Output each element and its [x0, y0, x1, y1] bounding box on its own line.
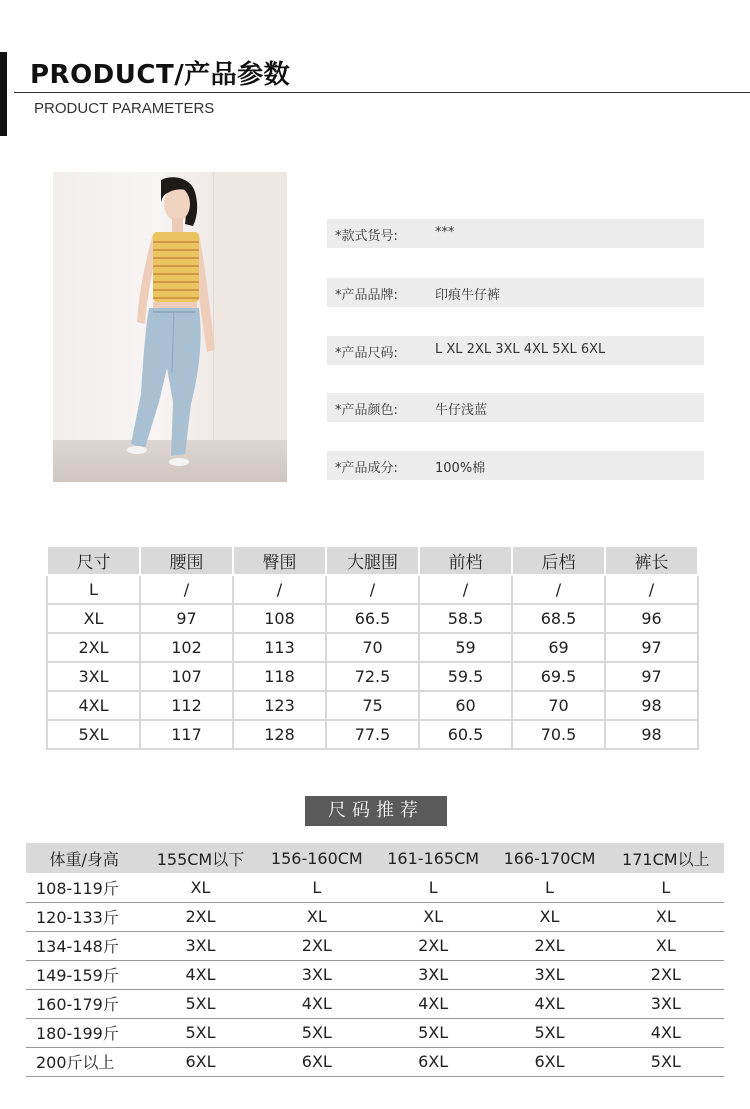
table-header-row — [26, 843, 724, 873]
table-cell: / — [605, 575, 698, 604]
table-cell: 4XL — [142, 960, 258, 989]
table-cell: 2XL — [608, 960, 724, 989]
table-cell: 113 — [233, 633, 326, 662]
recommendation-table — [26, 843, 724, 1077]
header-cell: 裤长 — [605, 546, 698, 575]
table-cell: L — [47, 575, 140, 604]
table-row — [47, 633, 698, 662]
table-row — [26, 1018, 724, 1047]
table-cell: 58.5 — [419, 604, 512, 633]
table-cell: 123 — [233, 691, 326, 720]
accent-bar — [0, 52, 7, 136]
table-cell: 60 — [419, 691, 512, 720]
param-label: *产品颜色: — [335, 403, 398, 418]
table-cell: XL — [608, 902, 724, 931]
param-row-sizes — [327, 336, 704, 365]
recommendation-title: 尺码推荐 — [305, 796, 447, 826]
table-cell: 5XL — [608, 1047, 724, 1076]
table-cell: / — [140, 575, 233, 604]
header-cell: 166-170CM — [491, 843, 607, 873]
table-cell: 97 — [605, 633, 698, 662]
table-cell: 70 — [326, 633, 419, 662]
table-cell: L — [608, 873, 724, 902]
table-cell: 2XL — [142, 902, 258, 931]
table-cell: L — [259, 873, 375, 902]
header-cell: 161-165CM — [375, 843, 491, 873]
table-cell: 96 — [605, 604, 698, 633]
table-cell: 4XL — [375, 989, 491, 1018]
table-cell: 5XL — [259, 1018, 375, 1047]
table-cell: 3XL — [259, 960, 375, 989]
table-cell: 200斤以上 — [26, 1047, 142, 1076]
table-header-row — [47, 546, 698, 575]
param-row-style-number — [327, 219, 704, 248]
table-cell: 5XL — [142, 1018, 258, 1047]
table-cell: / — [233, 575, 326, 604]
header-cell: 后档 — [512, 546, 605, 575]
header-cell: 臀围 — [233, 546, 326, 575]
table-cell: 97 — [140, 604, 233, 633]
table-cell: 59.5 — [419, 662, 512, 691]
table-cell: 3XL — [375, 960, 491, 989]
table-cell: / — [512, 575, 605, 604]
table-cell: XL — [259, 902, 375, 931]
header-cell: 尺寸 — [47, 546, 140, 575]
param-row-brand — [327, 278, 704, 307]
table-cell: 5XL — [47, 720, 140, 749]
table-cell: XL — [491, 902, 607, 931]
header-cell: 171CM以上 — [608, 843, 724, 873]
table-cell: 102 — [140, 633, 233, 662]
param-label: *款式货号: — [335, 229, 398, 244]
table-cell: 97 — [605, 662, 698, 691]
header-cell: 体重/身高 — [26, 843, 142, 873]
table-cell: 68.5 — [512, 604, 605, 633]
size-table — [46, 545, 699, 750]
table-cell: 4XL — [608, 1018, 724, 1047]
table-row — [26, 989, 724, 1018]
param-label: *产品成分: — [335, 461, 398, 476]
param-value: 牛仔浅蓝 — [435, 403, 488, 418]
table-cell: 6XL — [375, 1047, 491, 1076]
table-cell: 6XL — [491, 1047, 607, 1076]
page-subtitle: PRODUCT PARAMETERS — [34, 100, 215, 117]
table-row — [26, 902, 724, 931]
header-cell: 156-160CM — [259, 843, 375, 873]
table-cell: 117 — [140, 720, 233, 749]
table-cell: 4XL — [491, 989, 607, 1018]
table-cell: 4XL — [259, 989, 375, 1018]
header-cell: 155CM以下 — [142, 843, 258, 873]
param-label: *产品尺码: — [335, 346, 398, 361]
param-label: *产品品牌: — [335, 288, 398, 303]
table-cell: 70 — [512, 691, 605, 720]
header-cell: 大腿围 — [326, 546, 419, 575]
table-row — [47, 662, 698, 691]
table-row — [47, 575, 698, 604]
table-cell: XL — [142, 873, 258, 902]
param-row-material — [327, 451, 704, 480]
table-cell: 60.5 — [419, 720, 512, 749]
table-row — [26, 873, 724, 902]
table-cell: L — [491, 873, 607, 902]
table-cell: 69 — [512, 633, 605, 662]
param-value: 印痕牛仔裤 — [435, 288, 501, 303]
model-photo — [53, 172, 287, 482]
table-cell: 59 — [419, 633, 512, 662]
table-cell: 107 — [140, 662, 233, 691]
table-cell: 75 — [326, 691, 419, 720]
table-cell: 160-179斤 — [26, 989, 142, 1018]
table-cell: 149-159斤 — [26, 960, 142, 989]
table-cell: 6XL — [142, 1047, 258, 1076]
table-cell: 98 — [605, 691, 698, 720]
table-row — [26, 931, 724, 960]
table-cell: 5XL — [375, 1018, 491, 1047]
param-value: 100%棉 — [435, 461, 486, 476]
header-cell: 前档 — [419, 546, 512, 575]
table-cell: / — [419, 575, 512, 604]
table-cell: 2XL — [491, 931, 607, 960]
table-cell: XL — [47, 604, 140, 633]
param-row-color — [327, 393, 704, 422]
table-cell: 120-133斤 — [26, 902, 142, 931]
table-cell: 5XL — [142, 989, 258, 1018]
table-cell: L — [375, 873, 491, 902]
table-cell: 3XL — [491, 960, 607, 989]
table-cell: / — [326, 575, 419, 604]
table-cell: 70.5 — [512, 720, 605, 749]
title-divider — [14, 92, 750, 93]
model-figure — [53, 172, 287, 482]
header-cell: 腰围 — [140, 546, 233, 575]
table-row — [47, 604, 698, 633]
table-cell: 3XL — [47, 662, 140, 691]
table-cell: 108-119斤 — [26, 873, 142, 902]
table-cell: 6XL — [259, 1047, 375, 1076]
table-cell: XL — [375, 902, 491, 931]
param-value: L XL 2XL 3XL 4XL 5XL 6XL — [435, 342, 606, 357]
table-cell: 4XL — [47, 691, 140, 720]
table-cell: 3XL — [142, 931, 258, 960]
table-cell: 69.5 — [512, 662, 605, 691]
table-cell: 2XL — [259, 931, 375, 960]
table-cell: 2XL — [47, 633, 140, 662]
table-cell: 2XL — [375, 931, 491, 960]
table-row — [47, 720, 698, 749]
table-cell: 72.5 — [326, 662, 419, 691]
table-cell: 98 — [605, 720, 698, 749]
table-cell: 128 — [233, 720, 326, 749]
table-cell: XL — [608, 931, 724, 960]
table-row — [26, 960, 724, 989]
table-cell: 77.5 — [326, 720, 419, 749]
table-cell: 5XL — [491, 1018, 607, 1047]
table-cell: 134-148斤 — [26, 931, 142, 960]
param-value: *** — [435, 225, 455, 240]
table-cell: 108 — [233, 604, 326, 633]
page-title: PRODUCT/产品参数 — [30, 60, 291, 90]
table-row — [26, 1047, 724, 1076]
table-cell: 118 — [233, 662, 326, 691]
table-cell: 66.5 — [326, 604, 419, 633]
table-cell: 112 — [140, 691, 233, 720]
table-row — [47, 691, 698, 720]
table-cell: 3XL — [608, 989, 724, 1018]
table-cell: 180-199斤 — [26, 1018, 142, 1047]
